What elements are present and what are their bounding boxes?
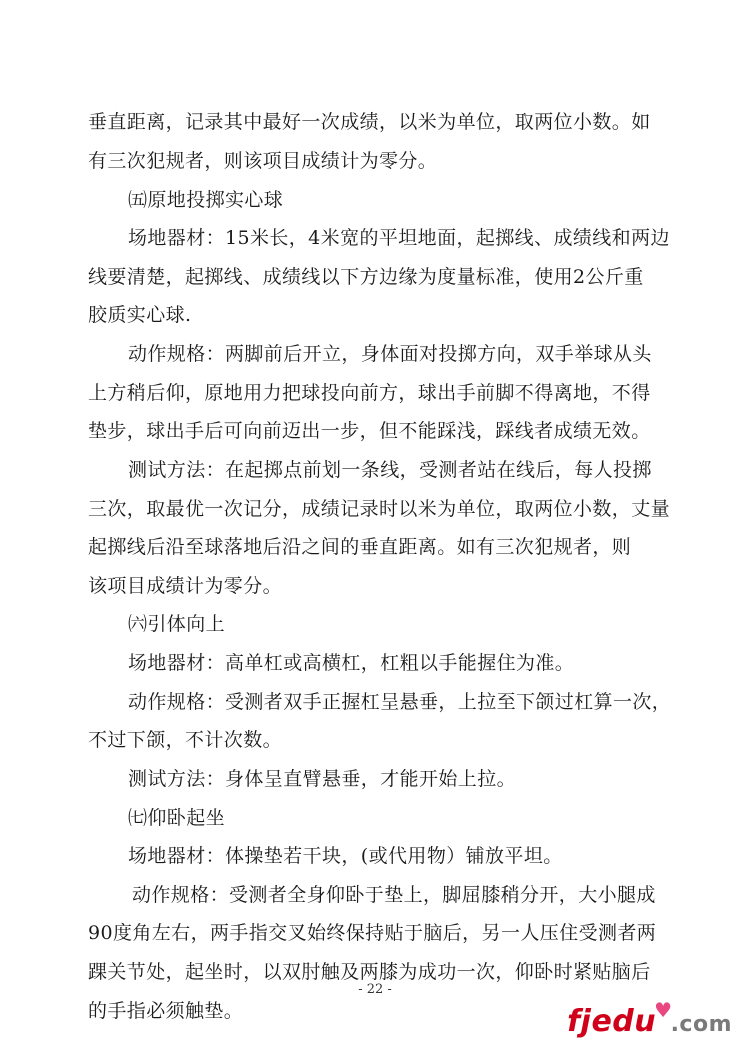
text-line: 动作规格：两脚前后开立，身体面对投掷方向，双手举球从头 [128,343,652,365]
text-line: 动作规格：受测者全身仰卧于垫上，脚屈膝稍分开，大小腿成 [132,884,656,906]
text-line: 有三次犯规者，则该项目成绩计为零分。 [88,150,438,172]
text-line: 该项目成绩计为零分。 [88,575,283,597]
text-line: 场地器材：体操垫若干块，(或代用物）铺放平坦。 [128,845,563,867]
text-line: 的手指必须触垫。 [88,1000,244,1022]
text-line: 动作规格：受测者双手正握杠呈悬垂，上拉至下颌过杠算一次， [128,691,672,713]
text-line: 踝关节处，起坐时，以双肘触及两膝为成功一次，仰卧时紧贴脑后 [88,961,651,983]
watermark-suffix: .com [670,1012,732,1037]
text-line: 垫步，球出手后可向前迈出一步，但不能踩浅，踩线者成绩无效。 [88,420,651,442]
text-line: 线要清楚，起掷线、成绩线以下方边缘为度量标准，使用2公斤重 [88,266,644,288]
page-number: - 22 - [358,982,392,997]
text-line: 90度角左右，两手指交叉始终保持贴于脑后，另一人压住受测者两 [88,922,657,944]
text-line: 不过下颌，不计次数。 [88,729,283,751]
section-heading: ㈤原地投掷实心球 [128,189,284,211]
text-line: 测试方法：在起掷点前划一条线，受测者站在线后，每人投掷 [128,459,652,481]
site-watermark-logo [567,998,732,1039]
watermark-main: fjedu [567,1004,657,1039]
text-line: 场地器材：高单杠或高横杠，杠粗以手能握住为准。 [128,652,575,674]
section-heading: ㈦仰卧起坐 [128,807,226,829]
heart-icon: ♥ [654,998,673,1022]
text-line: 三次，取最优一次记分，成绩记录时以米为单位，取两位小数，丈量 [88,498,671,520]
text-line: 垂直距离，记录其中最好一次成绩，以米为单位，取两位小数。如 [88,111,651,133]
text-line: 胶质实心球. [88,304,192,326]
text-line: 场地器材：15米长，4米宽的平坦地面，起掷线、成绩线和两边 [128,227,670,249]
text-line: 测试方法：身体呈直臂悬垂，才能开始上拉。 [128,768,517,790]
section-heading: ㈥引体向上 [128,613,226,635]
text-line: 上方稍后仰，原地用力把球投向前方，球出手前脚不得离地，不得 [88,382,651,404]
text-line: 起掷线后沿至球落地后沿之间的垂直距离。如有三次犯规者，则 [88,536,632,558]
